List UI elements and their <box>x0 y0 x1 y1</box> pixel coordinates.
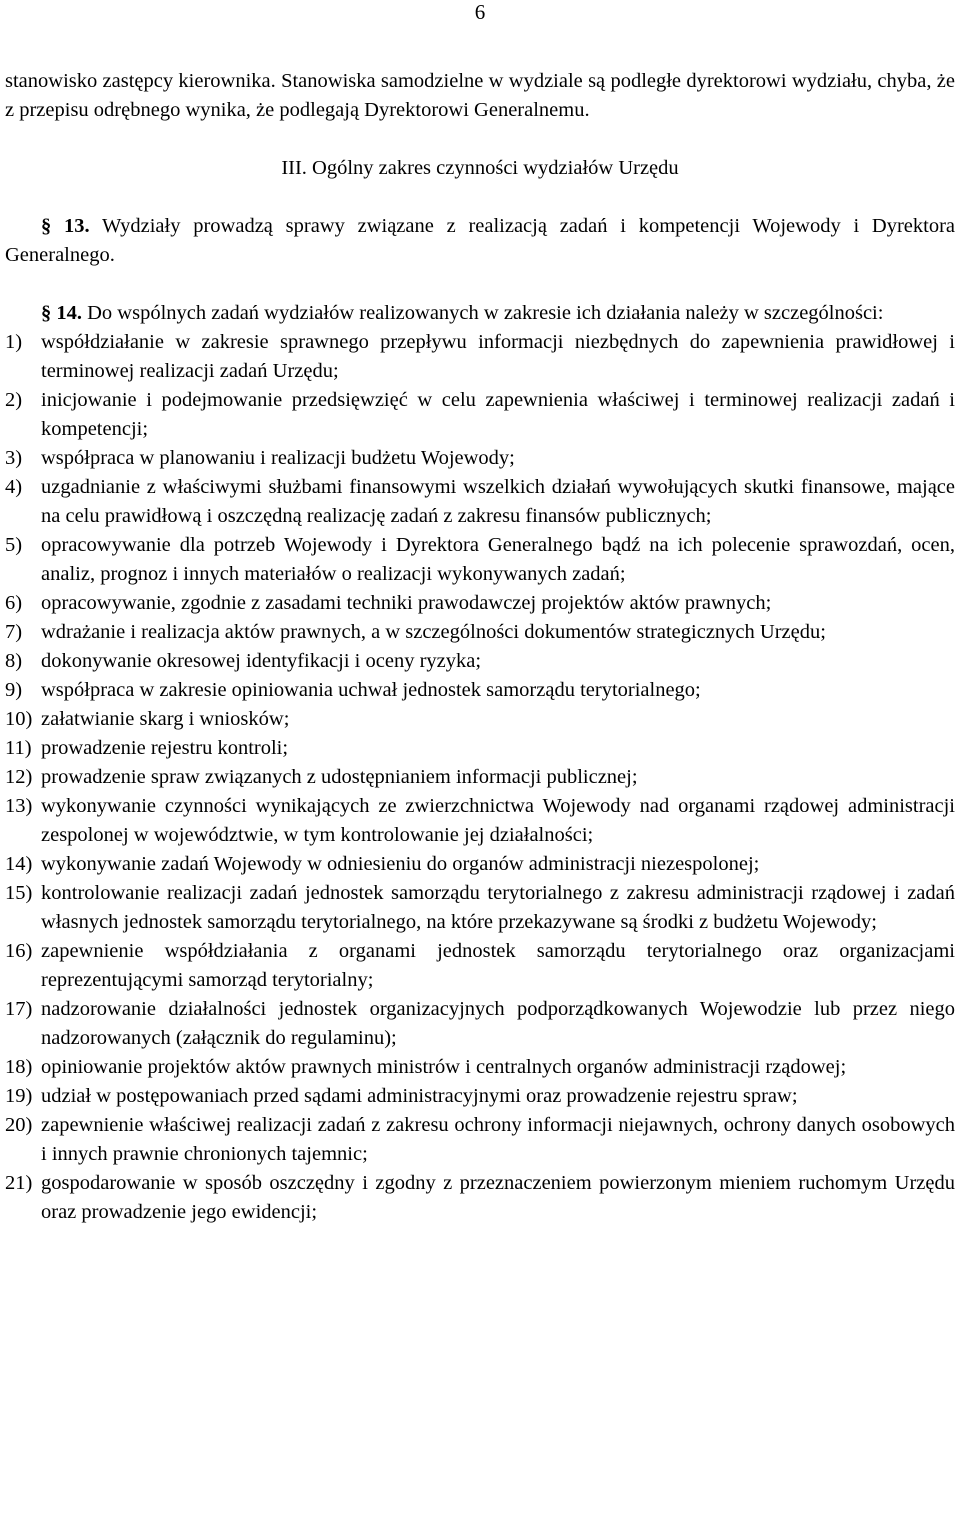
section-symbol: § <box>41 302 52 324</box>
list-item <box>5 647 955 676</box>
document-body <box>5 67 955 1227</box>
paragraph-14 <box>5 299 955 328</box>
list-item-number: 15) <box>5 882 33 904</box>
list-item <box>5 328 955 386</box>
list-item <box>5 1169 955 1227</box>
list-item-number: 21) <box>5 1172 33 1194</box>
list-item <box>5 676 955 705</box>
list-item-number: 12) <box>5 766 33 788</box>
paragraph-14-text: Do wspólnych zadań wydziałów realizowanych w zakresie ich działania należy w szczególności: <box>87 302 884 324</box>
list-item <box>5 792 955 850</box>
list-item-text: gospodarowanie w sposób oszczędny i zgodny z przeznaczeniem powierzonym mieniem ruchomym Urzędu oraz prowadzenie jego ewidencji; <box>41 1172 955 1223</box>
list-item-number: 18) <box>5 1056 33 1078</box>
list-item <box>5 1111 955 1169</box>
list-item <box>5 734 955 763</box>
list-item-number: 1) <box>5 331 23 353</box>
list-item-text: wykonywanie zadań Wojewody w odniesieniu do organów administracji niezespolonej; <box>41 853 760 875</box>
list-item-text: opiniowanie projektów aktów prawnych ministrów i centralnych organów administracji rządowej; <box>41 1056 847 1078</box>
list-item <box>5 705 955 734</box>
list-item <box>5 1082 955 1111</box>
list-item-number: 19) <box>5 1085 33 1107</box>
list-item <box>5 386 955 444</box>
list-item-number: 10) <box>5 708 33 730</box>
list-item-number: 16) <box>5 940 33 962</box>
list-item <box>5 937 955 995</box>
section-symbol: § <box>41 215 52 237</box>
list-item-text: nadzorowanie działalności jednostek organizacyjnych podporządkowanych Wojewodzie lub przez niego nadzorowanych (załącznik do regulaminu); <box>41 998 955 1049</box>
list-item-text: dokonywanie okresowej identyfikacji i oceny ryzyka; <box>41 650 482 672</box>
page-number: 6 <box>474 0 486 24</box>
list-item-number: 5) <box>5 534 23 556</box>
list-item-text: załatwianie skarg i wniosków; <box>41 708 290 730</box>
list-item <box>5 473 955 531</box>
list-item-text: zapewnienie współdziałania z organami jednostek samorządu terytorialnego oraz organizacjami reprezentującymi samorząd terytorialny; <box>41 940 955 991</box>
list-item-number: 20) <box>5 1114 33 1136</box>
list-item-text: współpraca w zakresie opiniowania uchwał jednostek samorządu terytorialnego; <box>41 679 701 701</box>
intro-paragraph: stanowisko zastępcy kierownika. Stanowiska samodzielne w wydziale są podległe dyrektorowi wydziału, chyba, że z przepisu odrębnego wynika, że podlegają Dyrektorowi Generalnemu. <box>5 70 955 121</box>
list-item-text: inicjowanie i podejmowanie przedsięwzięć w celu zapewnienia właściwej i terminowej realizacji zadań i kompetencji; <box>41 389 955 440</box>
list-item-number: 2) <box>5 389 23 411</box>
paragraph-13 <box>5 212 955 270</box>
list-item-number: 3) <box>5 447 23 469</box>
list-item <box>5 879 955 937</box>
paragraph-13-text: Wydziały prowadzą sprawy związane z realizacją zadań i kompetencji Wojewody i Dyrektora Generalnego. <box>5 215 955 266</box>
section-title: III. Ogólny zakres czynności wydziałów Urzędu <box>281 157 679 179</box>
list-item-text: opracowywanie dla potrzeb Wojewody i Dyrektora Generalnego bądź na ich polecenie sprawozdań, ocen, analiz, prognoz i innych materiałów o realizacji wykonywanych zadań; <box>41 534 955 585</box>
list-item-text: wdrażanie i realizacja aktów prawnych, a w szczególności dokumentów strategicznych Urzędu; <box>41 621 826 643</box>
list-item-number: 14) <box>5 853 33 875</box>
list-item-text: uzgadnianie z właściwymi służbami finansowymi wszelkich działań wywołujących skutki finansowe, mające na celu prawidłową i oszczędną realizację zadań z zakresu finansów publicznych; <box>41 476 955 527</box>
list-item <box>5 995 955 1053</box>
spacer <box>5 125 955 154</box>
paragraph-13-number <box>41 215 90 237</box>
list-item <box>5 531 955 589</box>
list-item <box>5 850 955 879</box>
paragraph-14-number <box>41 302 82 324</box>
list-item-text: prowadzenie rejestru kontroli; <box>41 737 289 759</box>
list-item-text: wykonywanie czynności wynikających ze zwierzchnictwa Wojewody nad organami rządowej administracji zespolonej w województwie, w tym kontrolowanie jej działalności; <box>41 795 955 846</box>
list-item-number: 8) <box>5 650 23 672</box>
spacer <box>5 183 955 212</box>
list-item-number: 17) <box>5 998 33 1020</box>
list-item-number: 11) <box>5 737 32 759</box>
list-item <box>5 589 955 618</box>
list-item-text: współpraca w planowaniu i realizacji budżetu Wojewody; <box>41 447 515 469</box>
list-item-number: 4) <box>5 476 23 498</box>
paragraph-number: 14. <box>56 302 82 324</box>
list-item <box>5 763 955 792</box>
list-item-number: 13) <box>5 795 33 817</box>
list-item <box>5 618 955 647</box>
list-item-text: kontrolowanie realizacji zadań jednostek samorządu terytorialnego z zakresu administracji rządowej i zadań własnych jednostek samorządu terytorialnego, na które przekazywane są środki z budżetu Wojewody; <box>41 882 955 933</box>
list-item-number: 6) <box>5 592 23 614</box>
spacer <box>5 270 955 299</box>
list-item-number: 9) <box>5 679 23 701</box>
task-list <box>5 328 955 1227</box>
list-item-text: opracowywanie, zgodnie z zasadami techniki prawodawczej projektów aktów prawnych; <box>41 592 772 614</box>
list-item-number: 7) <box>5 621 23 643</box>
list-item-text: udział w postępowaniach przed sądami administracyjnymi oraz prowadzenie rejestru spraw; <box>41 1085 798 1107</box>
paragraph-number: 13. <box>64 215 90 237</box>
list-item <box>5 444 955 473</box>
list-item <box>5 1053 955 1082</box>
list-item-text: prowadzenie spraw związanych z udostępnianiem informacji publicznej; <box>41 766 638 788</box>
list-item-text: zapewnienie właściwej realizacji zadań z zakresu ochrony informacji niejawnych, ochrony danych osobowych i innych prawnie chronionych tajemnic; <box>41 1114 955 1165</box>
list-item-text: współdziałanie w zakresie sprawnego przepływu informacji niezbędnych do zapewnienia prawidłowej i terminowej realizacji zadań Urzędu; <box>41 331 955 382</box>
